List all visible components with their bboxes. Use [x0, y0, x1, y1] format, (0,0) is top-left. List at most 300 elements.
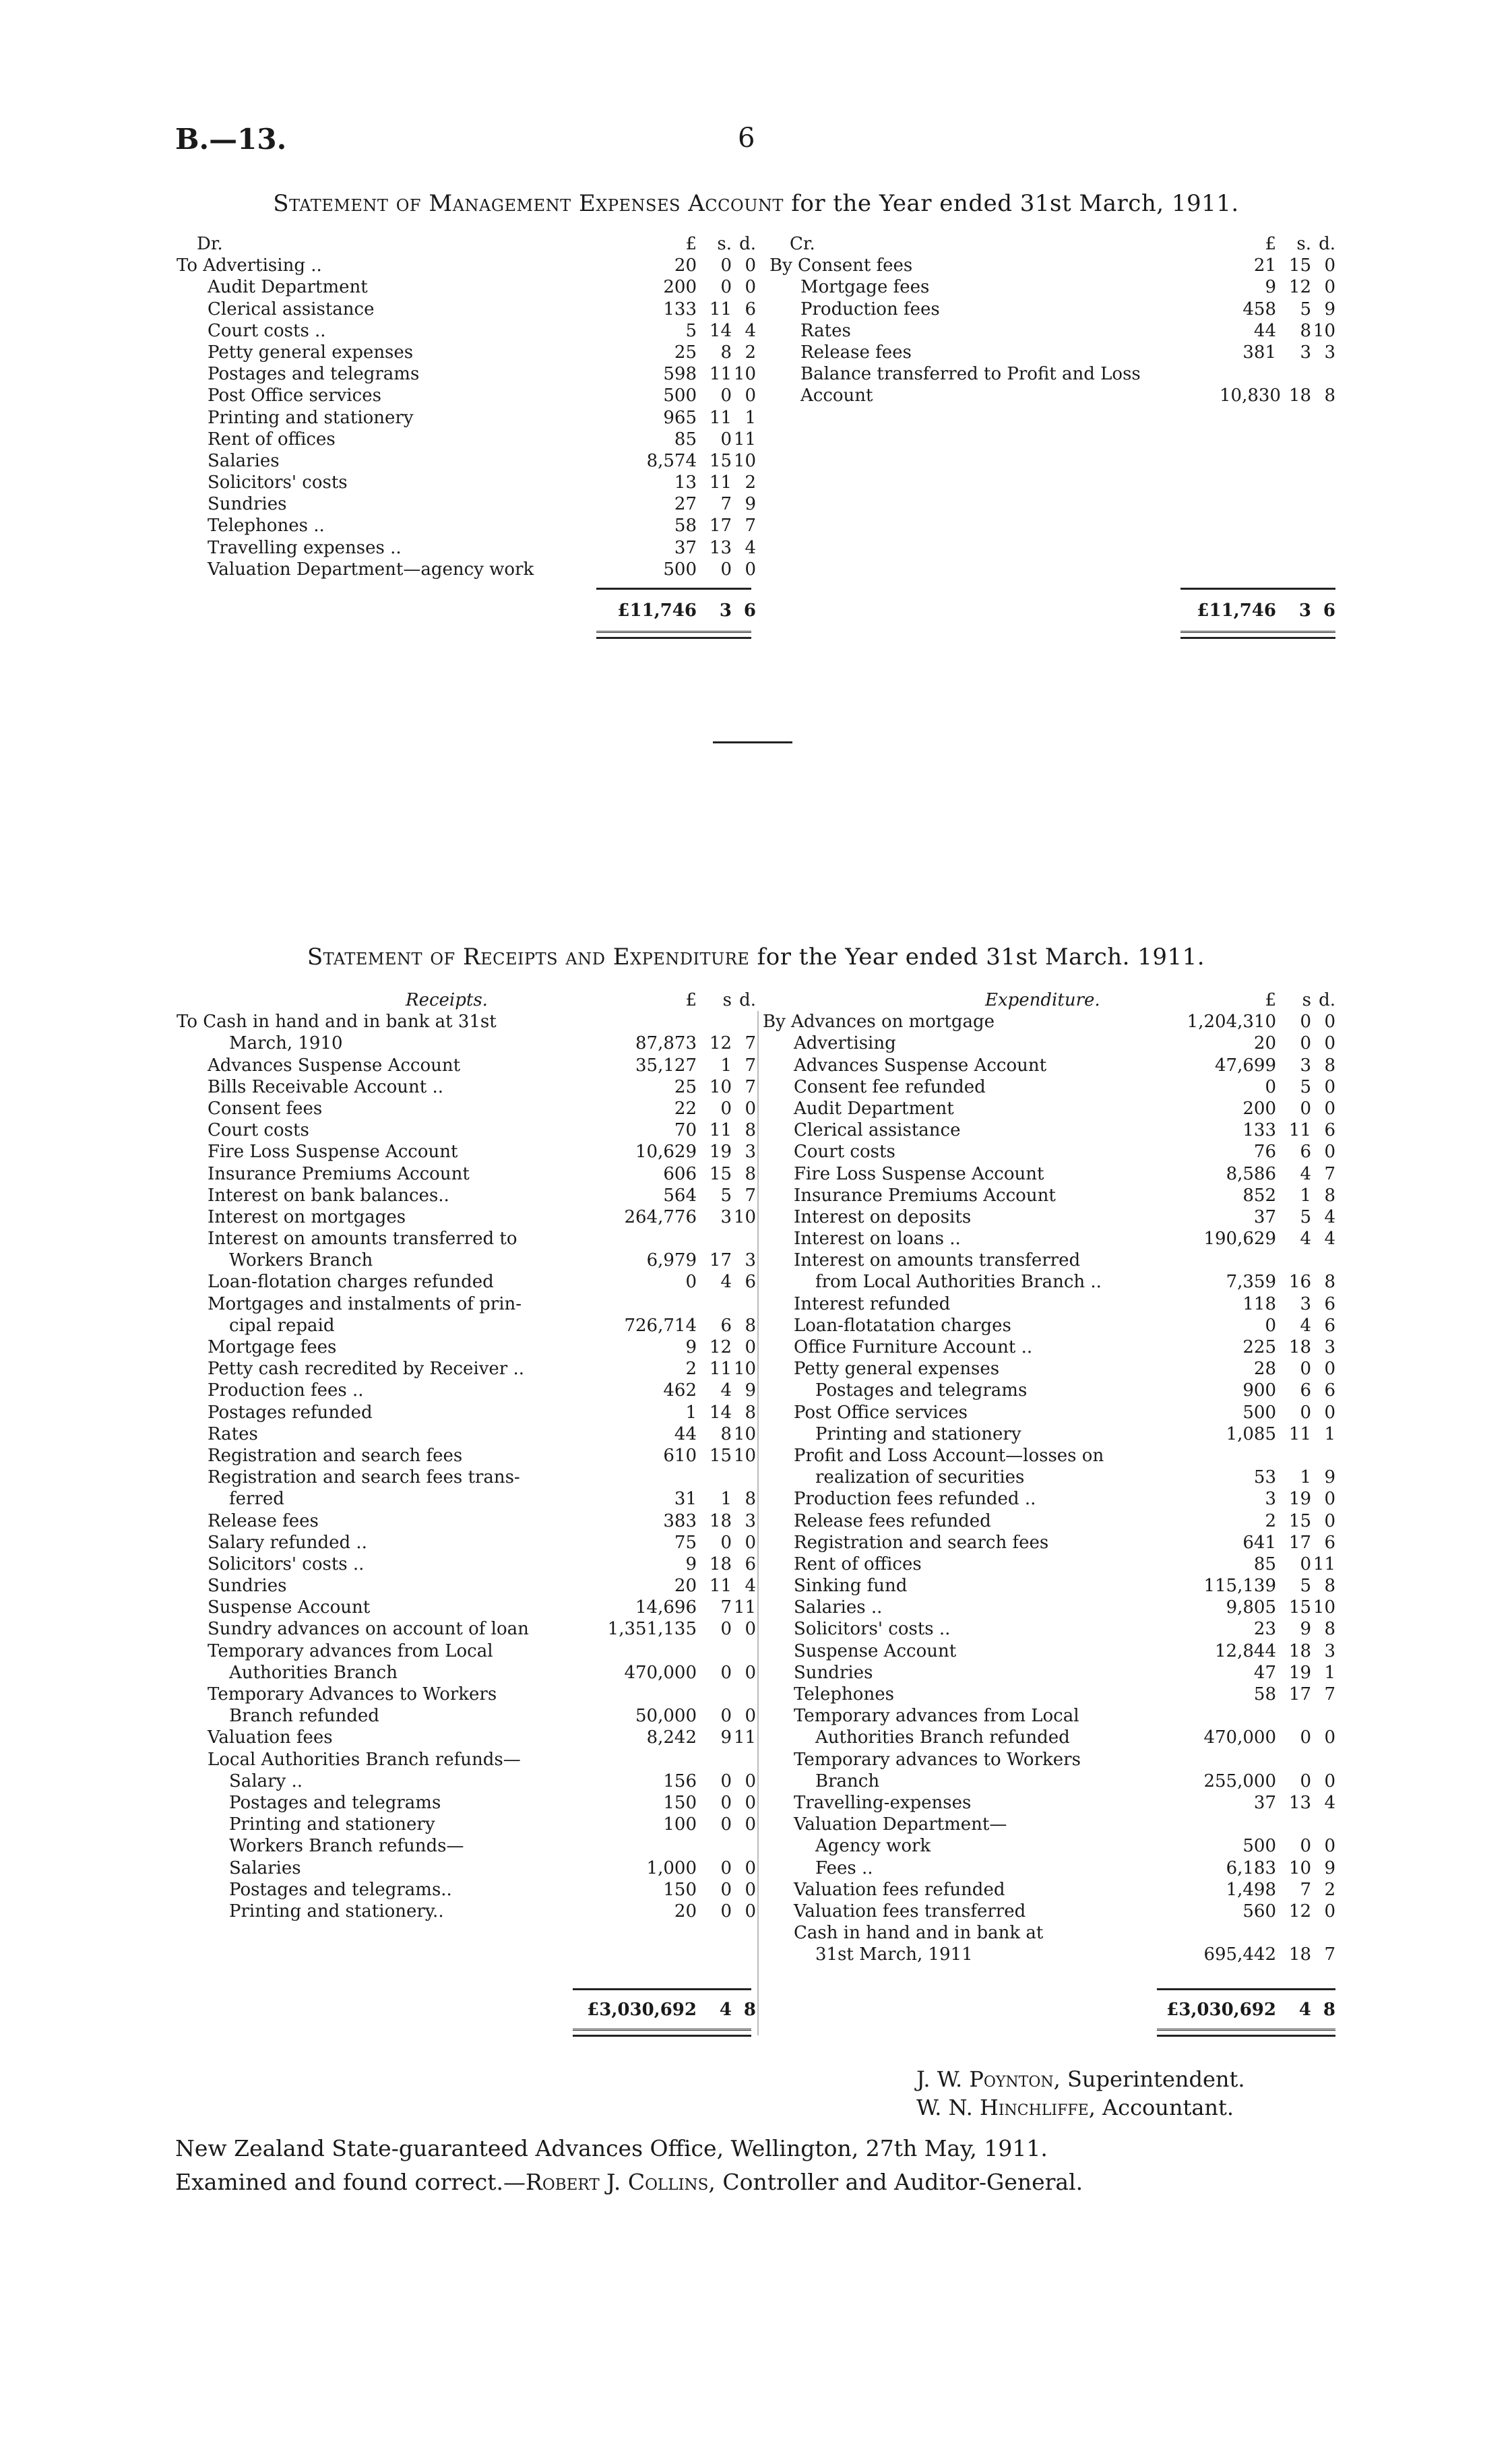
- shillings-cell: 4: [720, 1380, 732, 1401]
- pounds-cell: 500: [663, 386, 697, 406]
- pence-cell: 10: [733, 1359, 756, 1380]
- shillings-cell: 15: [709, 1445, 732, 1466]
- pence-cell: 3: [745, 1142, 756, 1163]
- superintendent-role: Superintendent.: [1060, 2066, 1245, 2092]
- table-row: [763, 1792, 1335, 1814]
- table-row: [177, 1749, 756, 1771]
- pence-cell: 9: [745, 1380, 756, 1401]
- pence-cell: 0: [745, 1098, 756, 1119]
- expenditure-column: [763, 989, 1335, 1965]
- shillings-cell: 18: [709, 1554, 732, 1574]
- table-row: [763, 1033, 1335, 1054]
- pounds-cell: 458: [1242, 299, 1276, 319]
- pence-cell: 0: [1324, 1771, 1335, 1791]
- pounds-cell: 1,204,310: [1187, 1012, 1276, 1033]
- row-label: To Advertising ..: [177, 255, 322, 276]
- shillings-cell: 0: [720, 1098, 732, 1119]
- signature-superintendent: [916, 2066, 1245, 2092]
- pounds-cell: [596, 1684, 697, 1705]
- table-row: [177, 1271, 756, 1293]
- row-label: Sundries: [208, 1576, 287, 1597]
- shillings-cell: [697, 1640, 732, 1662]
- shillings-cell: [697, 1293, 732, 1315]
- table-row: [177, 1185, 756, 1206]
- table-row: [763, 1206, 1335, 1228]
- table-row: [177, 1055, 756, 1076]
- row-label: March, 1910: [229, 1033, 343, 1054]
- pounds-cell: 264,776: [624, 1206, 697, 1227]
- pounds-cell: 564: [663, 1185, 697, 1206]
- row-label: Rent of offices: [794, 1554, 922, 1574]
- shillings-cell: 0: [720, 1901, 732, 1921]
- shilling-header: s.: [1296, 234, 1311, 254]
- shillings-cell: 15: [709, 450, 732, 471]
- section-divider: [713, 741, 792, 743]
- pence-cell: [1311, 1922, 1335, 1944]
- mgmt-total-pence-cr: 6: [1323, 601, 1335, 621]
- table-row: [763, 1922, 1335, 1944]
- table-row: [763, 1467, 1335, 1488]
- row-label: Clerical assistance: [794, 1120, 961, 1141]
- pounds-cell: 1,351,135: [607, 1619, 697, 1640]
- pounds-cell: 85: [674, 429, 697, 450]
- mgmt-total-pounds: £11,746: [617, 601, 697, 621]
- shillings-cell: 3: [1300, 342, 1311, 363]
- row-label: ferred: [229, 1489, 284, 1510]
- row-label: Printing and stationery..: [229, 1901, 444, 1921]
- table-row: [177, 472, 756, 493]
- pence-cell: 2: [745, 472, 756, 493]
- pounds-cell: 100: [663, 1814, 697, 1835]
- pounds-cell: [1175, 1749, 1276, 1771]
- pounds-cell: 13: [674, 472, 697, 493]
- receipts-statement-title: [0, 944, 1512, 971]
- audit-post: Controller and Auditor-General.: [715, 2169, 1083, 2195]
- pence-cell: 11: [1313, 1554, 1335, 1574]
- mgmt-title-post: for the Year ended 31st March, 1911.: [783, 190, 1239, 217]
- shillings-cell: 11: [709, 299, 732, 319]
- pence-cell: 4: [1324, 1206, 1335, 1227]
- pounds-cell: 1,085: [1226, 1423, 1276, 1444]
- table-row: [177, 407, 756, 429]
- table-row: [177, 1857, 756, 1879]
- shillings-cell: 15: [1288, 255, 1311, 276]
- table-row: [177, 1705, 756, 1727]
- mgmt-total-double-rule-right: [1180, 631, 1335, 639]
- row-label: Postages and telegrams..: [229, 1879, 452, 1900]
- row-label: Valuation Department—agency work: [208, 559, 534, 580]
- pounds-cell: 1,498: [1226, 1879, 1276, 1900]
- row-label: Advertising: [794, 1033, 896, 1054]
- pence-cell: 7: [745, 1055, 756, 1076]
- shillings-cell: 0: [1300, 1012, 1311, 1033]
- pounds-cell: [1220, 363, 1276, 385]
- row-label: Valuation Department—: [794, 1814, 1007, 1835]
- row-label: Release fees: [208, 1510, 319, 1531]
- mgmt-credit-column: [769, 233, 1335, 407]
- pounds-cell: 10,629: [635, 1142, 697, 1163]
- table-row: [177, 1445, 756, 1467]
- mgmt-total-pounds-cr: £11,746: [1197, 601, 1276, 621]
- row-label: Branch: [815, 1771, 880, 1791]
- pence-cell: 0: [1324, 1076, 1335, 1097]
- rx-total-double-rule-right: [1157, 2029, 1335, 2037]
- pounds-cell: 44: [1253, 320, 1276, 341]
- table-row: [177, 1510, 756, 1532]
- table-row: [177, 276, 756, 298]
- table-row: [763, 1119, 1335, 1141]
- shillings-cell: 9: [1300, 1619, 1311, 1640]
- pence-cell: 0: [1324, 1098, 1335, 1119]
- row-label: Postages and telegrams: [208, 364, 420, 385]
- row-label: Interest on deposits: [794, 1206, 972, 1227]
- shillings-cell: 5: [1300, 1206, 1311, 1227]
- table-row: [763, 1315, 1335, 1336]
- pence-cell: 2: [1324, 1879, 1335, 1900]
- pence-cell: 0: [745, 1901, 756, 1921]
- shillings-cell: 16: [1288, 1272, 1311, 1293]
- pounds-cell: 610: [663, 1445, 697, 1466]
- audit-line: [175, 2169, 1083, 2195]
- shillings-cell: 1: [720, 1489, 732, 1510]
- shillings-cell: 1: [1300, 1467, 1311, 1488]
- accountant-role: Accountant.: [1095, 2095, 1234, 2120]
- pence-cell: 4: [1324, 1792, 1335, 1813]
- table-row: [763, 1857, 1335, 1879]
- shillings-cell: [697, 1835, 732, 1857]
- table-row: [177, 1423, 756, 1445]
- table-row: [177, 450, 756, 472]
- row-label: Office Furniture Account ..: [794, 1337, 1033, 1357]
- table-row: [763, 1271, 1335, 1293]
- pounds-cell: [1175, 1814, 1276, 1835]
- pence-cell: 8: [1324, 386, 1335, 406]
- pence-cell: 4: [745, 537, 756, 558]
- row-label: Temporary Advances to Workers: [208, 1684, 497, 1704]
- table-row: [763, 1662, 1335, 1684]
- shillings-cell: 19: [1288, 1662, 1311, 1683]
- row-label: Profit and Loss Account—losses on: [794, 1445, 1104, 1466]
- pounds-cell: 470,000: [1203, 1727, 1276, 1748]
- shillings-cell: 0: [1300, 1727, 1311, 1748]
- pence-cell: 0: [1324, 1142, 1335, 1163]
- shillings-cell: 4: [1300, 1315, 1311, 1336]
- pence-cell: 1: [1324, 1423, 1335, 1444]
- table-row: [177, 1879, 756, 1901]
- shillings-cell: 17: [709, 1250, 732, 1271]
- mgmt-title-pre: Statement of: [273, 190, 429, 217]
- pound-header: £: [685, 990, 697, 1010]
- pence-header: d.: [1319, 990, 1335, 1010]
- signature-accountant: [916, 2095, 1234, 2120]
- pounds-cell: 50,000: [635, 1706, 697, 1727]
- table-row: [763, 1488, 1335, 1510]
- table-row: [763, 1228, 1335, 1250]
- table-row: [177, 515, 756, 536]
- row-label: Authorities Branch: [229, 1662, 398, 1683]
- rx-total-right: [1132, 1999, 1335, 2021]
- pence-cell: 3: [745, 1510, 756, 1531]
- pence-cell: [1311, 1749, 1335, 1771]
- pounds-cell: 1: [685, 1402, 697, 1423]
- shillings-cell: 0: [1300, 1098, 1311, 1119]
- pounds-cell: [1175, 1705, 1276, 1727]
- table-row: [177, 559, 756, 580]
- shillings-cell: [1276, 363, 1311, 385]
- shillings-cell: [697, 1228, 732, 1250]
- table-row: [177, 255, 756, 276]
- table-row: [177, 1640, 756, 1662]
- table-row: [763, 1250, 1335, 1271]
- pence-cell: 0: [745, 277, 756, 298]
- shillings-cell: 14: [709, 1402, 732, 1423]
- rx-title-post: for the Year ended 31st March. 1911.: [749, 944, 1205, 971]
- pence-cell: 4: [1324, 1229, 1335, 1250]
- row-label: Interest refunded: [794, 1293, 951, 1314]
- rx-total-pence-exp: 8: [1323, 2000, 1335, 2020]
- office-date-line: New Zealand State-guaranteed Advances Office, Wellington, 27th May, 1911.: [175, 2135, 1048, 2161]
- table-row: [763, 1749, 1335, 1771]
- pence-cell: 8: [745, 1120, 756, 1141]
- shillings-cell: 1: [1300, 1185, 1311, 1206]
- pounds-cell: 7,359: [1226, 1272, 1276, 1293]
- row-label: Salaries: [229, 1857, 301, 1878]
- table-row: [769, 363, 1335, 385]
- pence-cell: 8: [745, 1489, 756, 1510]
- table-row: [763, 1445, 1335, 1467]
- pence-cell: 7: [745, 1076, 756, 1097]
- shillings-cell: 0: [1300, 1359, 1311, 1380]
- row-label: Sinking fund: [794, 1576, 908, 1597]
- shillings-cell: 12: [1288, 1901, 1311, 1921]
- pounds-cell: 53: [1253, 1467, 1276, 1488]
- pence-cell: 0: [1324, 1727, 1335, 1748]
- pence-cell: 8: [745, 1315, 756, 1336]
- row-label: Clerical assistance: [208, 299, 375, 319]
- row-label: Loan-flotatation charges: [794, 1315, 1011, 1336]
- dr-label: Dr.: [197, 234, 223, 254]
- table-row: [769, 276, 1335, 298]
- shillings-cell: [1276, 1922, 1311, 1944]
- table-row: [177, 1358, 756, 1380]
- row-label: To Cash in hand and in bank at 31st: [177, 1012, 497, 1033]
- table-row: [763, 1597, 1335, 1618]
- pence-cell: 11: [733, 1597, 756, 1618]
- pounds-cell: 9: [1265, 277, 1276, 298]
- table-row: [763, 1358, 1335, 1380]
- row-label: Printing and stationery: [229, 1814, 435, 1835]
- shillings-cell: 0: [720, 1879, 732, 1900]
- rx-total-rule-right: [1157, 1988, 1335, 1990]
- table-row: [763, 1380, 1335, 1401]
- pound-header: £: [1265, 990, 1276, 1010]
- row-label: Release fees: [800, 342, 912, 363]
- table-row: [769, 320, 1335, 342]
- table-row: [177, 1662, 756, 1684]
- pence-cell: 2: [745, 342, 756, 363]
- pounds-cell: 85: [1253, 1554, 1276, 1574]
- pounds-cell: 20: [1253, 1033, 1276, 1054]
- pence-cell: 9: [745, 494, 756, 515]
- pounds-cell: 0: [1265, 1315, 1276, 1336]
- shillings-cell: 0: [720, 1662, 732, 1683]
- table-row: [177, 1835, 756, 1857]
- table-row: [763, 1705, 1335, 1727]
- shillings-cell: 0: [720, 386, 732, 406]
- table-row: [177, 1901, 756, 1922]
- pound-header: £: [1265, 234, 1276, 254]
- pence-cell: 7: [1324, 1163, 1335, 1184]
- pence-cell: [732, 1293, 756, 1315]
- pounds-cell: 200: [1242, 1098, 1276, 1119]
- rx-title-account: Receipts and Expenditure: [462, 944, 750, 971]
- pounds-cell: 25: [674, 342, 697, 363]
- shillings-cell: 0: [720, 1532, 732, 1553]
- pounds-cell: 560: [1242, 1901, 1276, 1921]
- rx-title-pre: Statement of: [307, 944, 463, 971]
- pence-cell: 0: [745, 1771, 756, 1791]
- receipts-column: [177, 989, 756, 1922]
- pence-cell: [1311, 1445, 1335, 1467]
- shillings-cell: 11: [709, 472, 732, 493]
- shillings-cell: 19: [1288, 1489, 1311, 1510]
- cr-label: Cr.: [790, 234, 815, 254]
- shillings-cell: [1276, 1250, 1311, 1271]
- pence-cell: 6: [1324, 1120, 1335, 1141]
- shillings-cell: 0: [720, 559, 732, 580]
- accountant-name: W. N. Hinchliffe,: [916, 2095, 1096, 2120]
- pence-cell: [732, 1467, 756, 1488]
- pounds-cell: [596, 1749, 697, 1771]
- row-label: Bills Receivable Account ..: [208, 1076, 443, 1097]
- row-label: Sundries: [208, 494, 287, 515]
- shillings-cell: 19: [709, 1142, 732, 1163]
- shillings-cell: 8: [1300, 320, 1311, 341]
- row-label: Temporary advances from Local: [794, 1706, 1079, 1727]
- table-row: [177, 1076, 756, 1098]
- shillings-cell: 0: [720, 1771, 732, 1791]
- row-label: Salary refunded ..: [208, 1532, 367, 1553]
- shillings-cell: 5: [720, 1185, 732, 1206]
- pounds-cell: 37: [1253, 1792, 1276, 1813]
- pence-cell: 3: [1324, 1640, 1335, 1661]
- table-row: [177, 1814, 756, 1835]
- table-row: [177, 1771, 756, 1792]
- pence-cell: 7: [1324, 1944, 1335, 1965]
- table-row: [763, 1098, 1335, 1119]
- receipts-header: [177, 989, 756, 1011]
- audit-pre: Examined and found correct.—: [175, 2169, 526, 2195]
- pounds-cell: 381: [1242, 342, 1276, 363]
- table-row: [763, 1076, 1335, 1098]
- table-row: [763, 1185, 1335, 1206]
- pence-cell: 10: [733, 1445, 756, 1466]
- pence-cell: 0: [745, 1814, 756, 1835]
- pounds-cell: 21: [1253, 255, 1276, 276]
- table-row: [769, 385, 1335, 406]
- superintendent-name: J. W. Poynton,: [916, 2066, 1061, 2092]
- shillings-cell: 15: [1288, 1510, 1311, 1531]
- rx-total-pence: 8: [743, 2000, 756, 2020]
- row-label: Solicitors' costs: [208, 472, 348, 493]
- shillings-cell: 13: [709, 537, 732, 558]
- pence-header: d.: [739, 234, 756, 254]
- row-label: realization of securities: [815, 1467, 1025, 1488]
- pence-cell: 6: [1324, 1293, 1335, 1314]
- pounds-cell: [1175, 1922, 1276, 1944]
- table-row: [177, 1206, 756, 1228]
- row-label: Printing and stationery: [208, 407, 414, 428]
- row-label: Loan-flotation charges refunded: [208, 1272, 494, 1293]
- table-row: [177, 1467, 756, 1488]
- pence-cell: 10: [733, 450, 756, 471]
- mgmt-title-account: Management Expenses Account: [429, 190, 784, 217]
- pence-cell: 7: [745, 1185, 756, 1206]
- row-label: Consent fees: [208, 1098, 323, 1119]
- shillings-cell: 5: [1300, 1076, 1311, 1097]
- table-row: [177, 1597, 756, 1618]
- expenditure-label: Expenditure.: [985, 990, 1100, 1010]
- row-label: Rates: [208, 1423, 258, 1444]
- shillings-cell: 0: [1300, 1033, 1311, 1054]
- pounds-cell: 500: [1242, 1402, 1276, 1423]
- pounds-cell: 8,586: [1226, 1163, 1276, 1184]
- pence-cell: 0: [1324, 1012, 1335, 1033]
- pounds-cell: 14,696: [635, 1597, 697, 1618]
- mgmt-debit-column: [177, 233, 756, 580]
- pence-cell: 0: [1324, 1359, 1335, 1380]
- table-row: [763, 1423, 1335, 1445]
- shillings-cell: 4: [1300, 1229, 1311, 1250]
- table-row: [177, 493, 756, 515]
- pence-header: d.: [1319, 234, 1335, 254]
- pence-cell: 7: [745, 1033, 756, 1054]
- row-label: Solicitors' costs ..: [208, 1554, 365, 1574]
- pounds-cell: 726,714: [624, 1315, 697, 1336]
- pounds-cell: [596, 1640, 697, 1662]
- shillings-cell: 7: [720, 494, 732, 515]
- mgmt-total-rule-right: [1180, 588, 1335, 590]
- pounds-cell: 58: [674, 516, 697, 536]
- table-row: [763, 1575, 1335, 1597]
- pounds-cell: [1175, 1250, 1276, 1271]
- rx-total-pounds-exp: £3,030,692: [1166, 2000, 1276, 2020]
- shillings-cell: 11: [1288, 1423, 1311, 1444]
- shillings-cell: 9: [720, 1727, 732, 1748]
- pence-cell: 10: [733, 1206, 756, 1227]
- row-label: Consent fee refunded: [794, 1076, 986, 1097]
- shillings-cell: 10: [1288, 1857, 1311, 1878]
- row-label: Court costs ..: [208, 320, 326, 341]
- table-row: [763, 1618, 1335, 1640]
- table-row: [177, 429, 756, 450]
- row-label: Interest on bank balances..: [208, 1185, 449, 1206]
- pounds-cell: 44: [674, 1423, 697, 1444]
- shillings-cell: [1276, 1445, 1311, 1467]
- table-row: [763, 1055, 1335, 1076]
- pounds-cell: 75: [674, 1532, 697, 1553]
- table-row: [177, 1119, 756, 1141]
- table-row: [177, 320, 756, 342]
- pence-cell: 1: [745, 407, 756, 428]
- pence-cell: 6: [1324, 1532, 1335, 1553]
- table-row: [763, 1402, 1335, 1423]
- rx-total-shillings: 4: [719, 2000, 732, 2020]
- shillings-cell: 17: [709, 516, 732, 536]
- shillings-cell: 0: [720, 277, 732, 298]
- pounds-cell: 2: [685, 1359, 697, 1380]
- pounds-cell: 23: [1253, 1619, 1276, 1640]
